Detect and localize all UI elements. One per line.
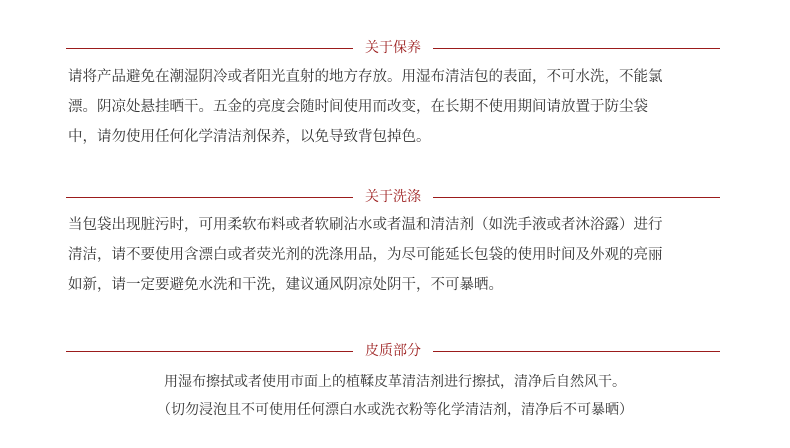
paragraph-line: 当包袋出现脏污时，可用柔软布料或者软刷沾水或者温和清洁剂（如洗手液或者沐浴露）进行: [68, 217, 663, 233]
washing-header: [66, 186, 720, 208]
paragraph-line: 如新，请一定要避免水洗和干洗，建议通风阴凉处阴干，不可暴晒。: [68, 277, 503, 293]
paragraph-line: 漂。阴凉处悬挂晒干。五金的亮度会随时间使用而改变，在长期不使用期间请放置于防尘袋: [68, 99, 648, 115]
paragraph-line: 清洁，请不要使用含漂白或者荧光剂的洗涤用品，为尽可能延长包袋的使用时间及外观的亮丽: [68, 247, 663, 263]
washing-title: 关于洗涤: [365, 189, 421, 205]
leather-line-cleaning: 用湿布擦拭或者使用市面上的植鞣皮革清洁剂进行擦拭，清净后自然风干。: [164, 374, 626, 390]
header-rule-left: [66, 351, 353, 352]
header-rule-left: [66, 197, 353, 198]
leather-title: 皮质部分: [365, 343, 421, 359]
paragraph-line: 请将产品避免在潮湿阴冷或者阳光直射的地方存放。用湿布清洁包的表面，不可水洗，不能氯: [68, 69, 663, 85]
header-rule-right: [433, 351, 720, 352]
maintenance-paragraph: [68, 62, 728, 152]
header-rule-right: [433, 48, 720, 49]
header-rule-left: [66, 48, 353, 49]
leather-header: [66, 340, 720, 362]
paragraph-line: 中，请勿使用任何化学清洁剂保养，以免导致背包掉色。: [68, 129, 431, 145]
washing-paragraph: [68, 210, 728, 300]
header-rule-right: [433, 197, 720, 198]
maintenance-title: 关于保养: [365, 40, 421, 56]
leather-line-caution: （切勿浸泡且不可使用任何漂白水或洗衣粉等化学清洁剂，清净后不可暴晒）: [157, 402, 633, 418]
maintenance-header: [66, 37, 720, 59]
